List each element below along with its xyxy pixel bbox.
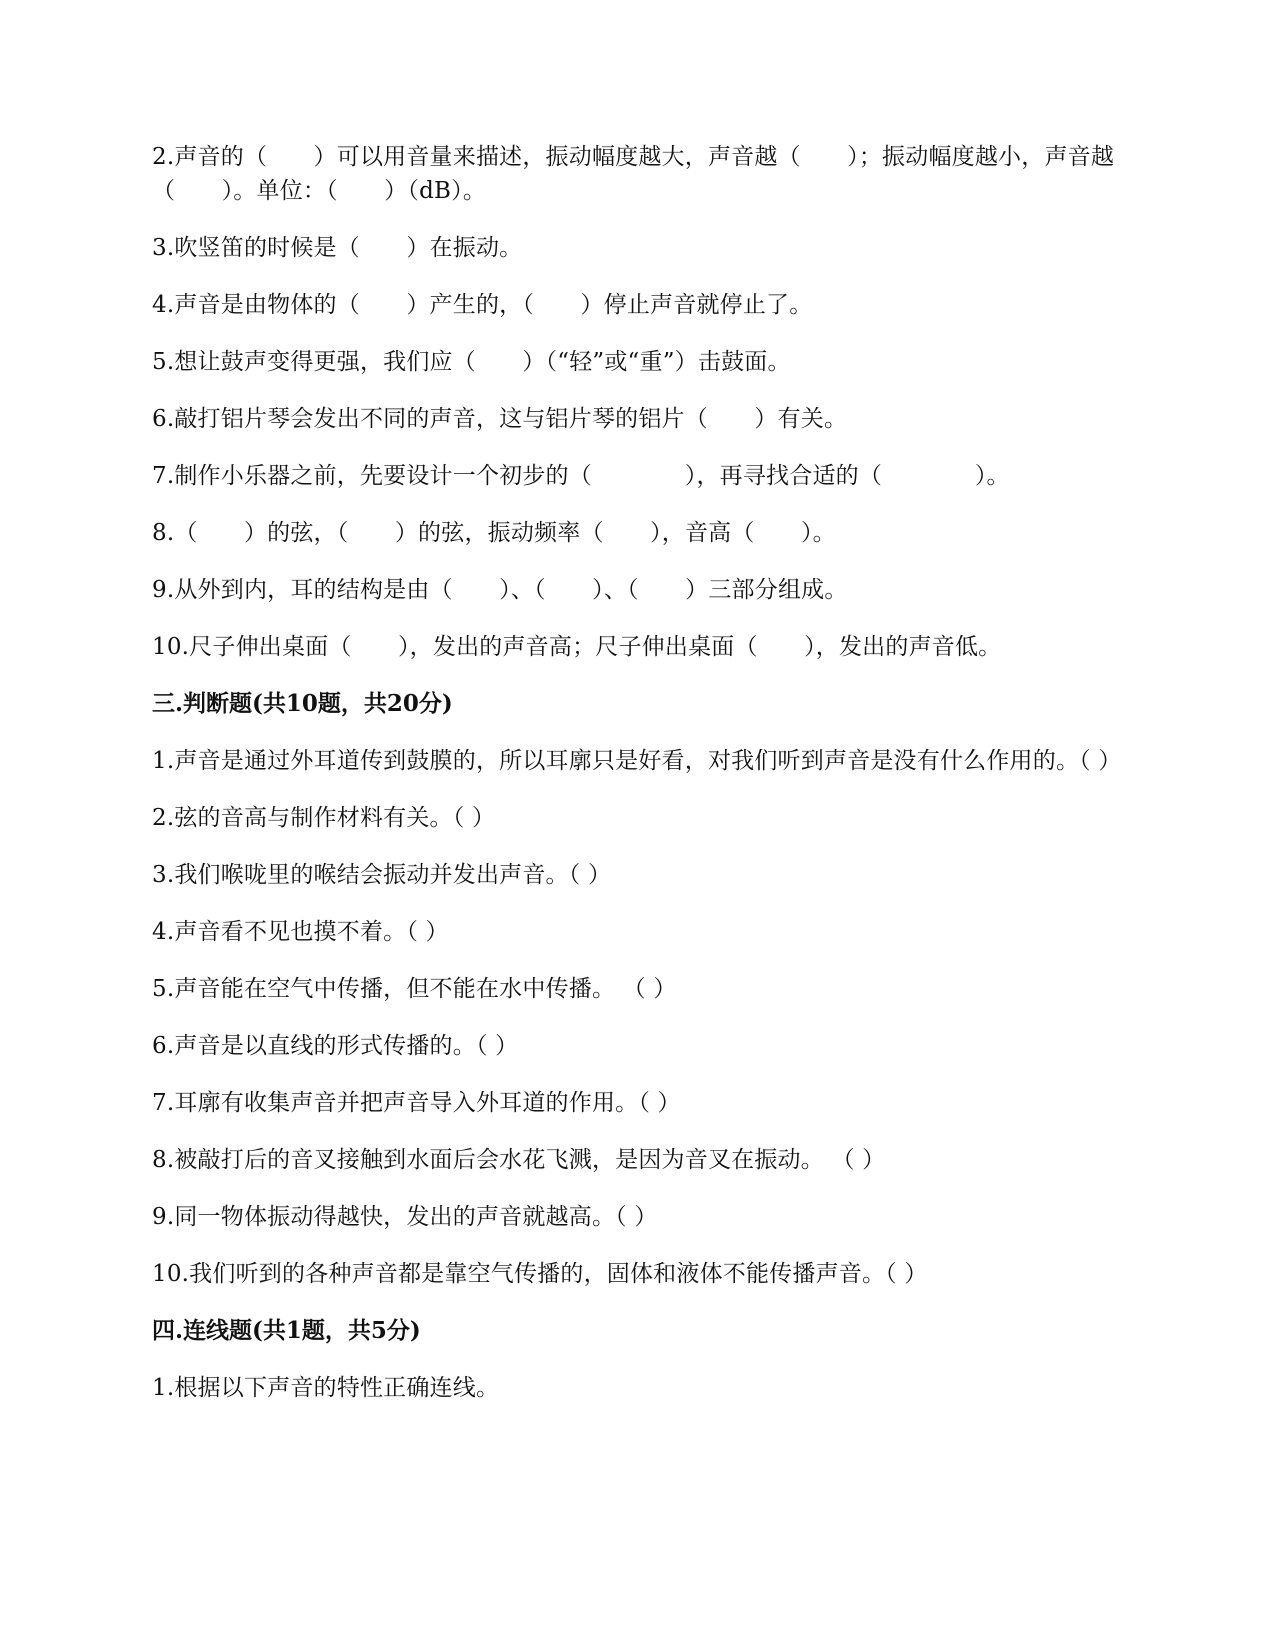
judge-question-10: 10.我们听到的各种声音都是靠空气传播的，固体和液体不能传播声音。（ ） — [152, 1261, 928, 1287]
judge-question-6: 6.声音是以直线的形式传播的。（ ） — [152, 1033, 519, 1059]
judge-question-7: 7.耳廓有收集声音并把声音导入外耳道的作用。（ ） — [152, 1090, 681, 1116]
fill-question-7: 7.制作小乐器之前，先要设计一个初步的（ ），再寻找合适的（ ）。 — [152, 463, 1010, 489]
section-heading-match: 四.连线题(共1题，共5分) — [152, 1317, 421, 1344]
section-heading-judge: 三.判断题(共10题，共20分) — [152, 690, 453, 717]
fill-question-10: 10.尺子伸出桌面（ ），发出的声音高；尺子伸出桌面（ ），发出的声音低。 — [152, 634, 1002, 660]
fill-question-9: 9.从外到内，耳的结构是由（ ）、（ ）、（ ）三部分组成。 — [152, 577, 848, 603]
fill-question-6: 6.敲打铝片琴会发出不同的声音，这与铝片琴的铝片（ ）有关。 — [152, 406, 848, 432]
judge-question-8: 8.被敲打后的音叉接触到水面后会水花飞溅，是因为音叉在振动。 （ ） — [152, 1147, 886, 1173]
judge-question-9: 9.同一物体振动得越快，发出的声音就越高。（ ） — [152, 1204, 658, 1230]
judge-question-2: 2.弦的音高与制作材料有关。（ ） — [152, 805, 496, 831]
fill-question-2: 2.声音的（ ）可以用音量来描述，振动幅度越大，声音越（ ）；振动幅度越小，声音越（ ）。单位：（ ）（dB）。 — [152, 144, 1115, 204]
fill-question-4: 4.声音是由物体的（ ）产生的，（ ）停止声音就停止了。 — [152, 292, 813, 318]
fill-question-3: 3.吹竖笛的时候是（ ）在振动。 — [152, 235, 523, 261]
judge-question-3: 3.我们喉咙里的喉结会振动并发出声音。（ ） — [152, 862, 612, 888]
fill-question-8: 8.（ ）的弦，（ ）的弦，振动频率（ ），音高（ ）。 — [152, 520, 836, 546]
fill-question-5: 5.想让鼓声变得更强，我们应（ ）（“轻”或“重”）击鼓面。 — [152, 349, 791, 375]
judge-question-4: 4.声音看不见也摸不着。（ ） — [152, 919, 449, 945]
exam-content — [152, 140, 1124, 1428]
match-question-1: 1.根据以下声音的特性正确连线。 — [152, 1375, 500, 1401]
judge-question-5: 5.声音能在空气中传播，但不能在水中传播。 （ ） — [152, 976, 677, 1002]
judge-question-1: 1.声音是通过外耳道传到鼓膜的，所以耳廓只是好看，对我们听到声音是没有什么作用的。（ ） — [152, 748, 1122, 774]
